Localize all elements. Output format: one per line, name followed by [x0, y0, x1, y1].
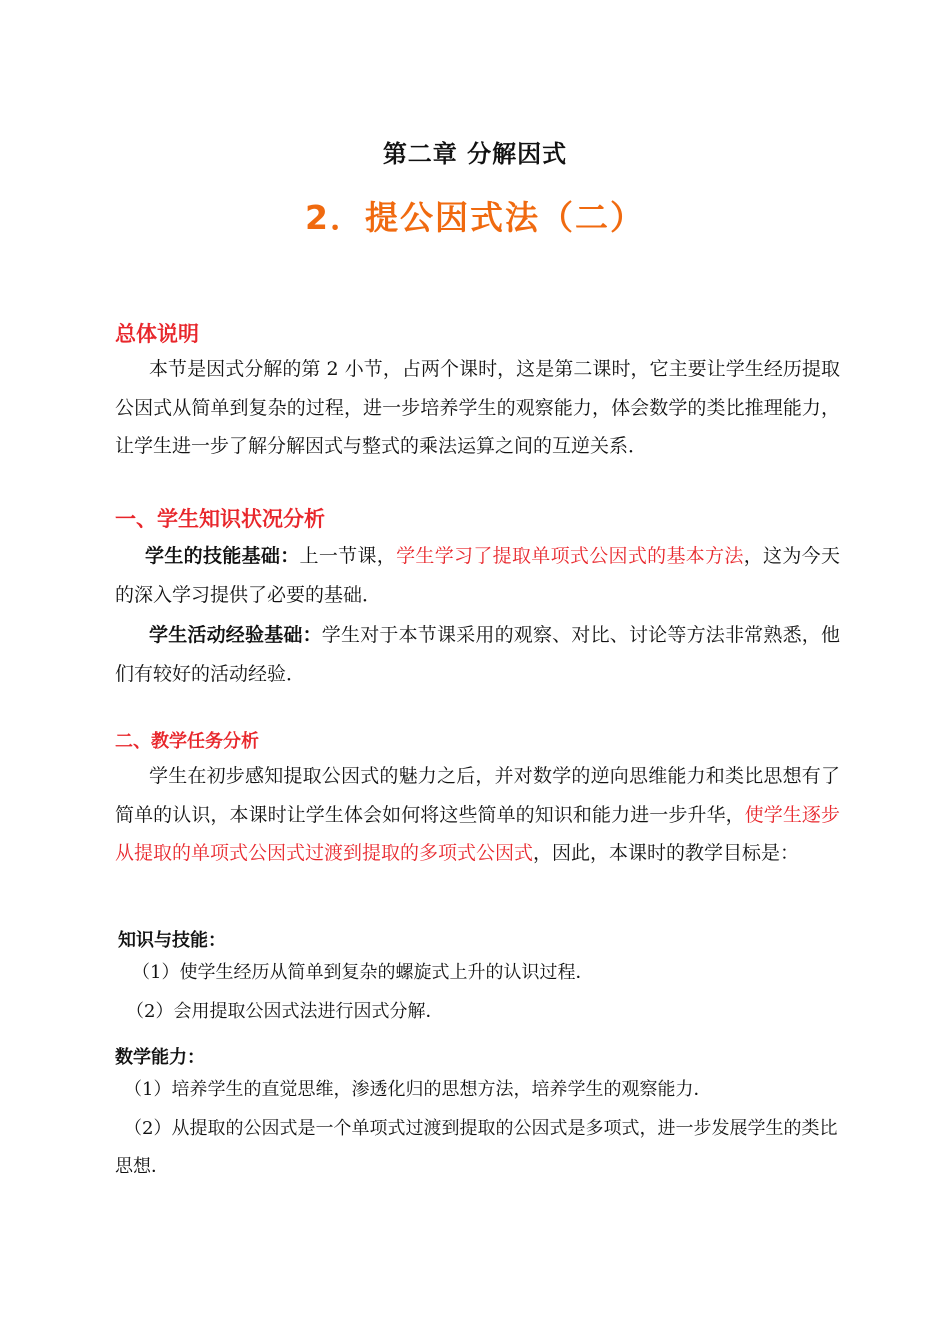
knowledge-item-2: （2）会用提取公因式法进行因式分解．: [126, 1001, 444, 1022]
knowledge-heading: 知识与技能：: [118, 930, 226, 951]
skill-text-highlight: 学生学习了提取单项式公因式的基本方法: [396, 545, 744, 567]
lesson-title: 2．提公因式法（二）: [305, 198, 645, 237]
chapter-title: 第二章 分解因式: [382, 140, 568, 168]
overview-paragraph: 本节是因式分解的第 2 小节，占两个课时，这是第二课时，它主要让学生经历提取公因式从简单到复杂的过程，进一步培养学生的观察能力，体会数学的类比推理能力，让学生进一步了解分解因式与整式的乘法运算之间的互逆关系．: [115, 358, 840, 457]
skill-paragraph: [115, 537, 840, 614]
skill-label: 学生的技能基础：: [145, 545, 300, 567]
experience-text: 学生对于本节课采用的观察、对比、讨论等方法非常熟悉，他们有较好的活动经验．: [115, 624, 840, 685]
experience-paragraph: [115, 616, 840, 693]
skill-text-1: 上一节课，: [299, 545, 397, 567]
section1-heading: 一、学生知识状况分析: [115, 507, 325, 531]
experience-label: 学生活动经验基础：: [149, 624, 322, 646]
overview-heading: 总体说明: [115, 322, 199, 346]
task-text-2: ，因此，本课时的教学目标是：: [533, 842, 800, 864]
skill-text-2: ，这为今天的深入学习提供了必要的基础．: [115, 545, 840, 606]
math-item-2: （2）从提取的公因式是一个单项式过渡到提取的公因式是多项式，进一步发展学生的类比思想．: [115, 1118, 838, 1177]
task-text-1: 学生在初步感知提取公因式的魅力之后，并对数学的逆向思维能力和类比思想有了简单的认识，本课时让学生体会如何将这些简单的知识和能力进一步升华，: [115, 765, 840, 826]
task-text-highlight: 使学生逐步从提取的单项式公因式过渡到提取的多项式公因式: [115, 803, 840, 864]
knowledge-item-1: （1）使学生经历从简单到复杂的螺旋式上升的认识过程．: [132, 962, 594, 983]
math-item-1: （1）培养学生的直觉思维，渗透化归的思想方法，培养学生的观察能力．: [124, 1079, 712, 1100]
task-paragraph: [115, 757, 840, 873]
section2-heading: 二、教学任务分析: [115, 731, 259, 752]
math-heading: 数学能力：: [115, 1047, 205, 1068]
